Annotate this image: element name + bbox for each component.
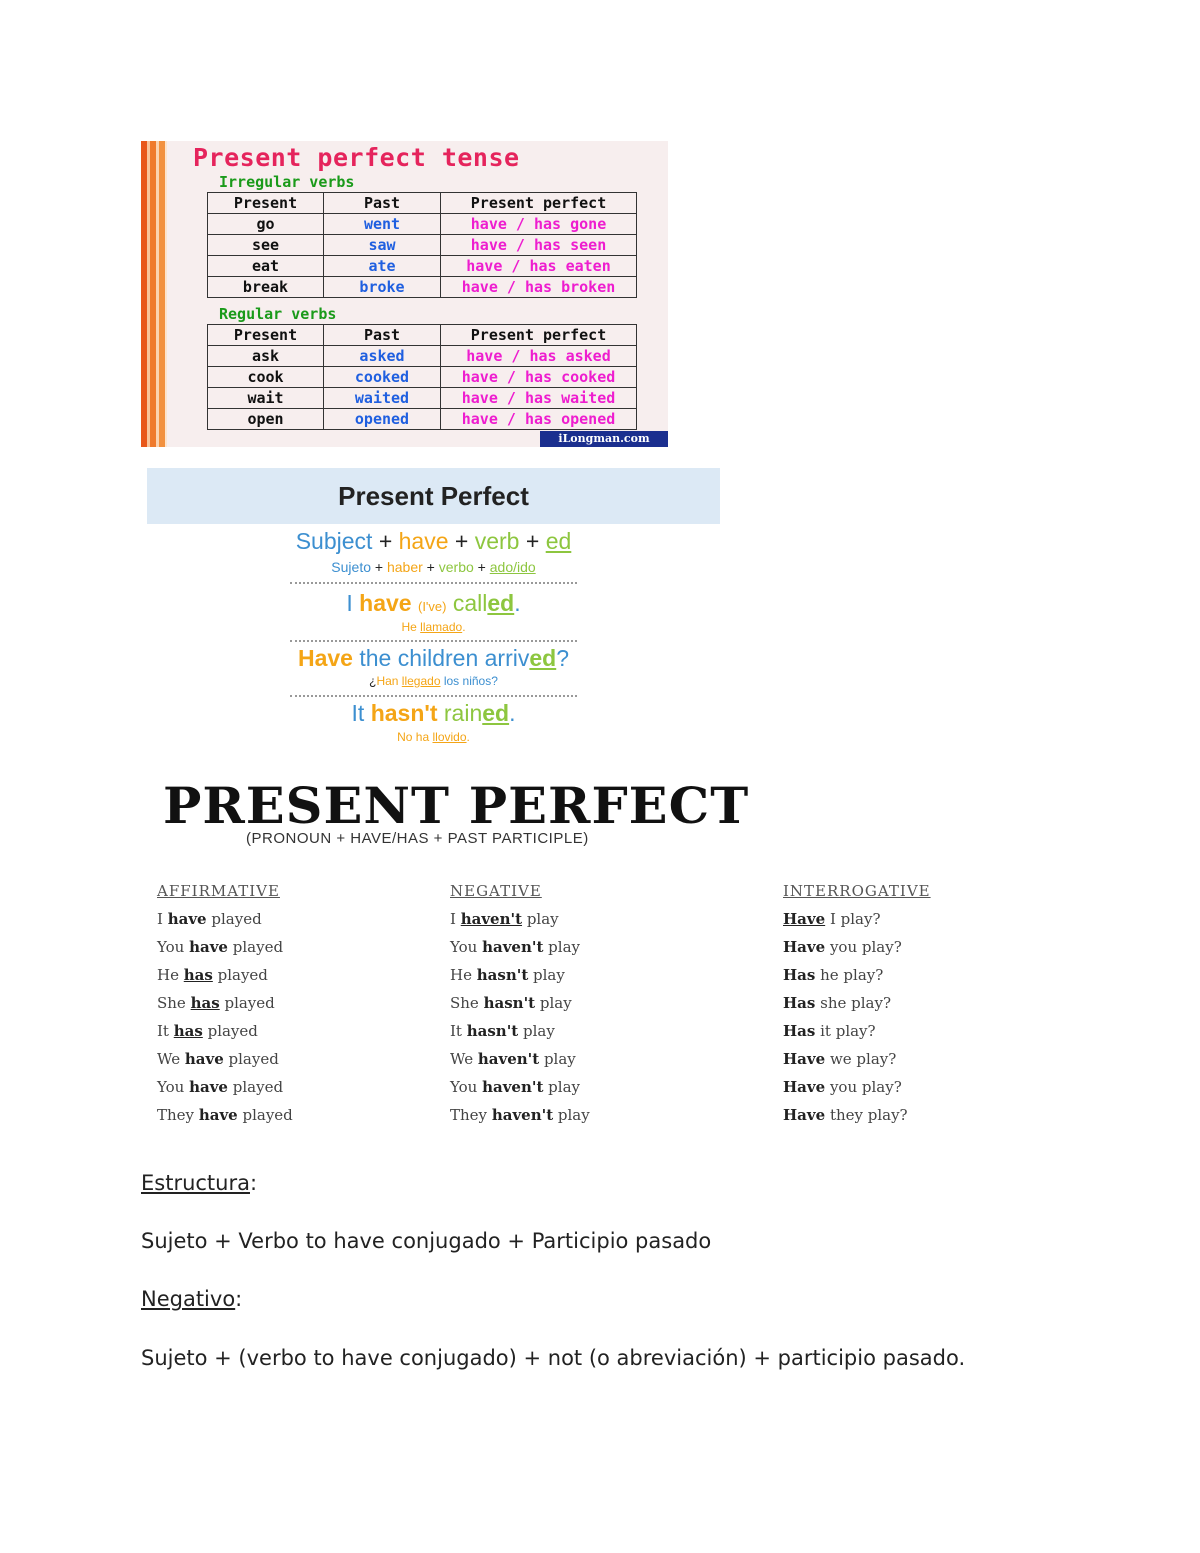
formula-subject: Subject [295, 528, 373, 554]
ex2-mid: the children arriv [359, 645, 530, 671]
cell-past: cooked [324, 367, 441, 388]
table-row [208, 214, 637, 235]
image-title: Present perfect tense [193, 143, 520, 172]
irregular-verbs-label: Irregular verbs [219, 173, 355, 191]
header-present: Present [208, 325, 324, 346]
regular-verbs-label: Regular verbs [219, 305, 337, 323]
cell-past: asked [324, 346, 441, 367]
ex3-end: . [509, 700, 516, 726]
ex2-ed: ed [529, 645, 557, 671]
ex3-es-llovido: llovido [432, 730, 467, 744]
header-present: Present [208, 193, 324, 214]
formula-verb: verb [474, 528, 520, 554]
present-perfect-tense-image [141, 141, 668, 447]
ex1-verb: call [452, 590, 488, 616]
ex1-es-he: He [401, 620, 417, 634]
list-item: She hasn't play [450, 994, 572, 1012]
estructura-colon: : [249, 1171, 258, 1195]
table-row [208, 409, 637, 430]
list-item: They haven't play [450, 1106, 590, 1124]
ex2-es-rest: los niños? [443, 674, 498, 688]
list-item: You haven't play [450, 1078, 580, 1096]
formula-ed: ed [545, 528, 572, 554]
cell-present: see [208, 235, 324, 256]
negative-header: NEGATIVE [450, 882, 542, 900]
list-item: He hasn't play [450, 966, 565, 984]
formula-sujeto: Sujeto [331, 559, 371, 575]
header-past: Past [324, 193, 441, 214]
formula-plus: + [374, 559, 384, 575]
cell-present-perfect: have / has cooked [441, 367, 637, 388]
table-header-row [208, 325, 637, 346]
card-banner [147, 468, 720, 524]
example-3 [147, 700, 720, 727]
cell-present: ask [208, 346, 324, 367]
list-item: Have they play? [783, 1106, 908, 1124]
cell-present: break [208, 277, 324, 298]
irregular-verbs-table [207, 192, 637, 298]
list-item: You have played [157, 1078, 284, 1096]
cell-present: open [208, 409, 324, 430]
list-item: Has he play? [783, 966, 884, 984]
list-item: Has it play? [783, 1022, 876, 1040]
list-item: We have played [157, 1050, 279, 1068]
ex1-ed: ed [487, 590, 515, 616]
ex1-end: . [514, 590, 521, 616]
estructura-body: Sujeto + Verbo to have conjugado + Participio pasado [141, 1229, 712, 1253]
list-item: I have played [157, 910, 262, 928]
cell-past: saw [324, 235, 441, 256]
formula-plus: + [454, 528, 469, 554]
formula-haber: haber [386, 559, 423, 575]
negativo-body: Sujeto + (verbo to have conjugado) + not (o abreviación) + participio pasado. [141, 1346, 966, 1370]
cell-present: wait [208, 388, 324, 409]
cell-present-perfect: have / has gone [441, 214, 637, 235]
cell-present-perfect: have / has seen [441, 235, 637, 256]
formula-plus: + [378, 528, 393, 554]
formula-verbo: verbo [438, 559, 474, 575]
negativo-label: Negativo [141, 1287, 236, 1311]
formula-english [147, 528, 720, 555]
cell-past: waited [324, 388, 441, 409]
present-perfect-grammar-image [141, 772, 976, 1132]
list-item: I haven't play [450, 910, 559, 928]
cell-present-perfect: have / has asked [441, 346, 637, 367]
list-item: You have played [157, 938, 284, 956]
cell-present: eat [208, 256, 324, 277]
ex3-es-no: No ha [397, 730, 430, 744]
negativo-colon: : [235, 1287, 243, 1311]
list-item: It has played [157, 1022, 258, 1040]
affirmative-header: AFFIRMATIVE [157, 882, 280, 900]
header-present-perfect: Present perfect [441, 325, 637, 346]
list-item: Has she play? [783, 994, 891, 1012]
list-item: We haven't play [450, 1050, 576, 1068]
formula-plus: + [525, 528, 540, 554]
list-item: They have played [157, 1106, 293, 1124]
present-perfect-card [147, 468, 720, 753]
estructura-heading [141, 1171, 257, 1195]
list-item: He has played [157, 966, 268, 984]
header-past: Past [324, 325, 441, 346]
interrogative-column [783, 882, 931, 1134]
ex1-subject: I [346, 590, 353, 616]
interrogative-header: INTERROGATIVE [783, 882, 931, 900]
example-2 [147, 645, 720, 672]
list-item: Have you play? [783, 938, 902, 956]
ex1-have: have [359, 590, 412, 616]
ex2-have: Have [297, 645, 353, 671]
longman-logo: iLongman.com [540, 431, 668, 447]
table-row [208, 346, 637, 367]
ex1-contraction: (I've) [417, 599, 447, 614]
example-1-spanish [147, 620, 720, 634]
example-1 [147, 590, 720, 617]
regular-verbs-table [207, 324, 637, 430]
ex3-es-end: . [466, 730, 470, 744]
ex1-es-llamado: llamado [420, 620, 463, 634]
table-row [208, 388, 637, 409]
decorative-stripes [141, 141, 167, 447]
formula-spanish [147, 559, 720, 575]
ex3-ed: ed [482, 700, 510, 726]
estructura-label: Estructura [141, 1171, 250, 1195]
negativo-heading [141, 1287, 242, 1311]
cell-past: went [324, 214, 441, 235]
cell-present: go [208, 214, 324, 235]
header-present-perfect: Present perfect [441, 193, 637, 214]
grammar-title: PRESENT PERFECT [163, 776, 750, 835]
card-title: Present Perfect [338, 481, 529, 511]
example-2-spanish [147, 674, 720, 688]
ex2-es-han: Han [376, 674, 399, 688]
cell-present-perfect: have / has broken [441, 277, 637, 298]
ex2-es-llegado: llegado [401, 674, 441, 688]
table-row [208, 367, 637, 388]
ex3-verb: rain [443, 700, 483, 726]
ex2-es-start: ¿ [369, 674, 377, 688]
table-row [208, 277, 637, 298]
affirmative-column [157, 882, 293, 1134]
list-item: Have we play? [783, 1050, 897, 1068]
dotted-divider [290, 582, 577, 584]
example-3-spanish [147, 730, 720, 744]
cell-past: opened [324, 409, 441, 430]
list-item: Have you play? [783, 1078, 902, 1096]
grammar-subtitle: (PRONOUN + HAVE/HAS + PAST PARTICIPLE) [246, 830, 589, 847]
dotted-divider [290, 695, 577, 697]
cell-past: broke [324, 277, 441, 298]
list-item: She has played [157, 994, 275, 1012]
ex1-es-end: . [462, 620, 466, 634]
ex3-hasnt: hasn't [370, 700, 438, 726]
list-item: Have I play? [783, 910, 881, 928]
formula-plus: + [477, 559, 486, 575]
table-row [208, 256, 637, 277]
formula-have: have [398, 528, 449, 554]
ex3-subject: It [351, 700, 365, 726]
cell-past: ate [324, 256, 441, 277]
table-row [208, 235, 637, 256]
negative-column [450, 882, 590, 1134]
list-item: It hasn't play [450, 1022, 555, 1040]
cell-present-perfect: have / has opened [441, 409, 637, 430]
formula-plus: + [426, 559, 435, 575]
cell-present-perfect: have / has waited [441, 388, 637, 409]
cell-present: cook [208, 367, 324, 388]
ex2-end: ? [556, 645, 570, 671]
table-header-row [208, 193, 637, 214]
list-item: You haven't play [450, 938, 580, 956]
dotted-divider [290, 640, 577, 642]
cell-present-perfect: have / has eaten [441, 256, 637, 277]
formula-ado: ado/ido [489, 559, 536, 575]
